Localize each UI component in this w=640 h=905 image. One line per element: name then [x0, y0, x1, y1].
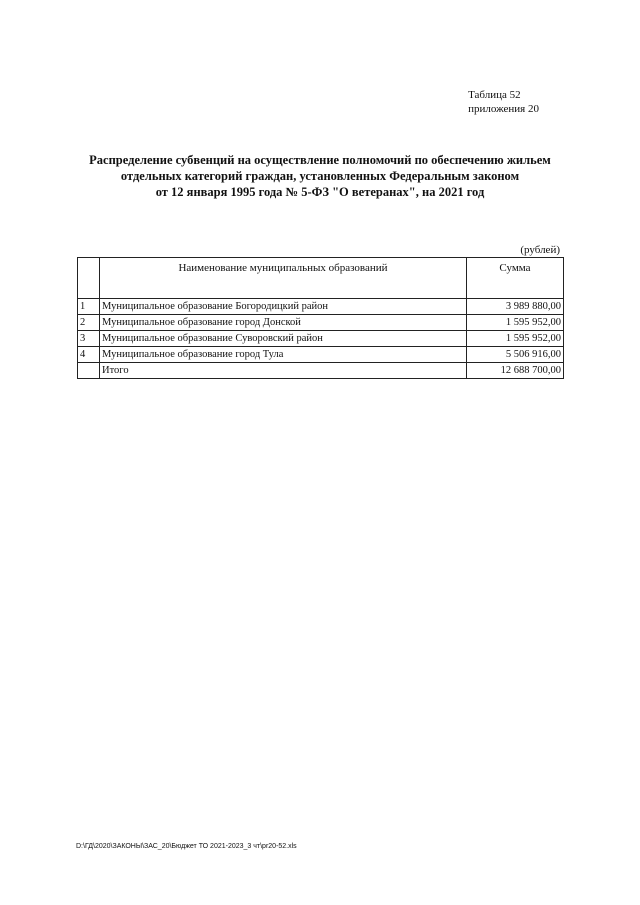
table-row — [78, 315, 564, 331]
row-number: 3 — [78, 331, 100, 347]
total-sum: 12 688 700,00 — [467, 363, 564, 379]
file-path-footer: D:\ГД\2020\ЗАКОНЫ\ЗАС_20\Бюджет ТО 2021-2023_3 чт\pr20-52.xls — [76, 843, 297, 850]
table-header-row — [78, 258, 564, 299]
table-row — [78, 299, 564, 315]
title-line-3: от 12 января 1995 года № 5-ФЗ "О ветеранах", на 2021 год — [155, 185, 485, 199]
table-row — [78, 347, 564, 363]
total-number-cell — [78, 363, 100, 379]
row-name: Муниципальное образование город Тула — [100, 347, 467, 363]
row-sum: 5 506 916,00 — [467, 347, 564, 363]
header-sum-cell: Сумма — [467, 258, 564, 299]
table-reference — [468, 88, 539, 116]
row-name: Муниципальное образование Суворовский район — [100, 331, 467, 347]
row-number: 4 — [78, 347, 100, 363]
row-sum: 3 989 880,00 — [467, 299, 564, 315]
table-row — [78, 331, 564, 347]
title-line-2: отдельных категорий граждан, установленных Федеральным законом — [120, 169, 520, 183]
row-name: Муниципальное образование Богородицкий район — [100, 299, 467, 315]
table-number: Таблица 52 — [468, 89, 521, 101]
subvention-table — [77, 257, 564, 379]
row-number: 1 — [78, 299, 100, 315]
row-name: Муниципальное образование город Донской — [100, 315, 467, 331]
header-number-cell — [78, 258, 100, 299]
title-line-1: Распределение субвенций на осуществление полномочий по обеспечению жильем — [89, 153, 551, 167]
header-name-cell: Наименование муниципальных образований — [100, 258, 467, 299]
appendix-number: приложения 20 — [468, 103, 539, 115]
total-row — [78, 363, 564, 379]
document-title — [60, 152, 580, 200]
row-sum: 1 595 952,00 — [467, 331, 564, 347]
currency-unit: (рублей) — [520, 244, 560, 256]
total-label: Итого — [100, 363, 467, 379]
row-number: 2 — [78, 315, 100, 331]
row-sum: 1 595 952,00 — [467, 315, 564, 331]
